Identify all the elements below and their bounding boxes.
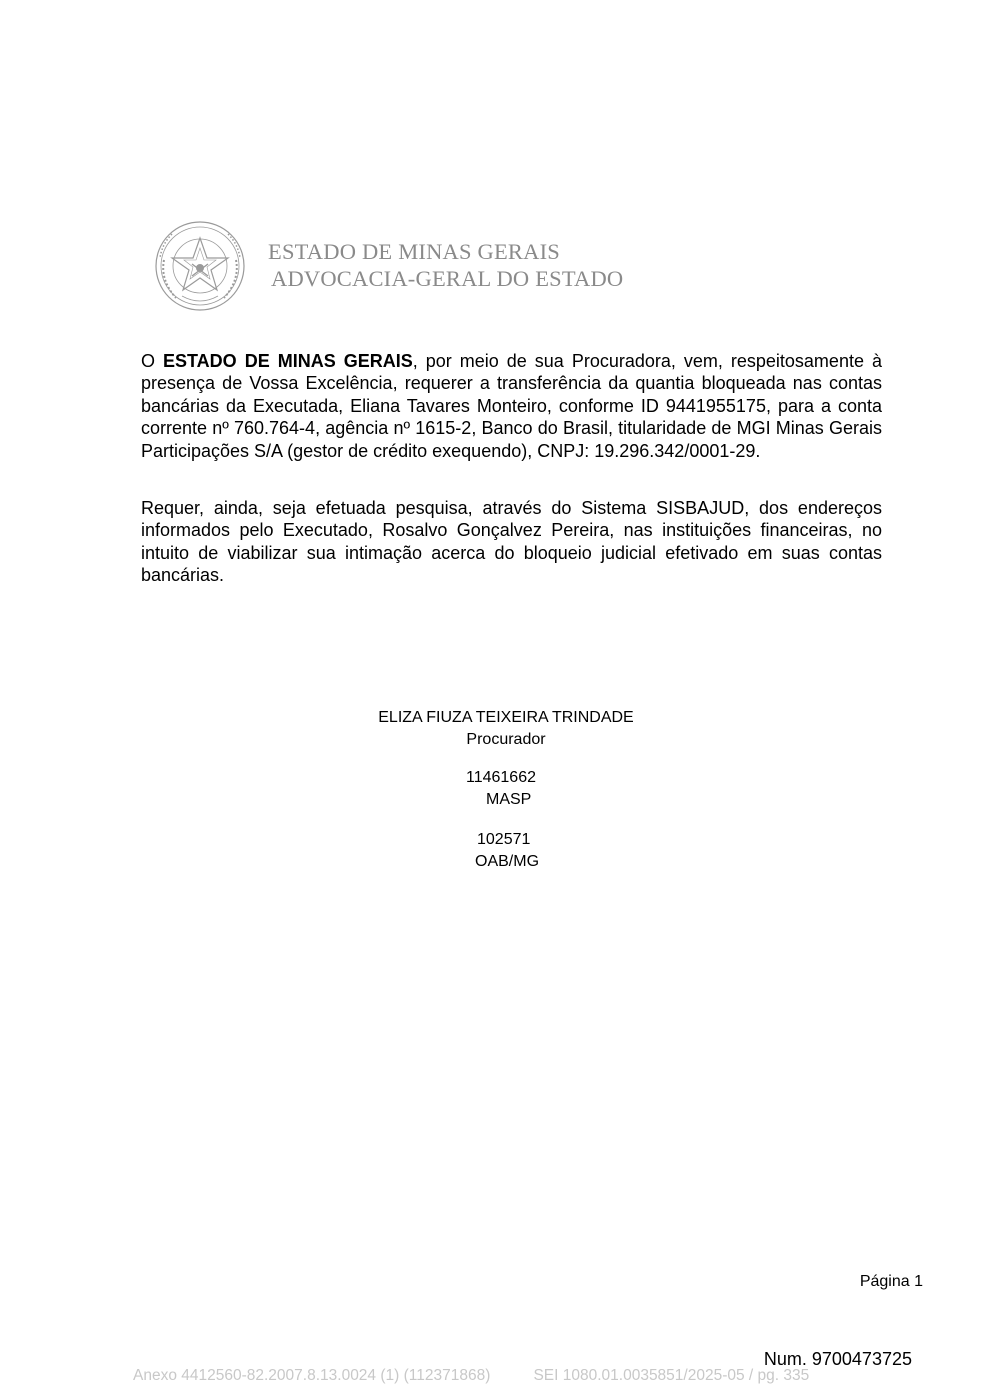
footer-annex-ref: Anexo 4412560-82.2007.8.13.0024 (1) (112371868) [133, 1367, 491, 1384]
header-agency-name: ADVOCACIA-GERAL DO ESTADO [271, 266, 624, 291]
paragraph-transfer-request [141, 350, 882, 462]
state-seal-logo [152, 220, 248, 312]
document-number: Num. 9700473725 [763, 1349, 912, 1369]
paragraph1-bold-entity: ESTADO DE MINAS GERAIS [163, 351, 413, 371]
oab-label: OAB/MG [475, 853, 540, 870]
signer-role: Procurador [466, 731, 546, 748]
footer-stamp [133, 1367, 809, 1385]
header-state-name: ESTADO DE MINAS GERAIS [268, 239, 560, 264]
masp-label: MASP [486, 791, 532, 808]
paragraph2-text: Requer, ainda, seja efetuada pesquisa, através do Sistema SISBAJUD, dos endereços informados pelo Executado, Rosalvo Gonçalvez Pereira, nas instituições financeiras, no intuito de viabilizar sua intimação acerca do bloqueio judicial efetivado em suas contas bancárias. [141, 498, 882, 586]
paragraph1-text: , por meio de sua Procuradora, vem, respeitosamente à presença de Vossa Excelência, requerer a transferência da quantia bloqueada nas contas bancárias da Executada, Eliana Tavares Monteiro, conforme ID 9441955175, para a conta corrente nº 760.764-4, agência nº 1615-2, Banco do Brasil, titularidade de MGI Minas Gerais Participações S/A (gestor de crédito exequendo), CNPJ: 19.296.342/0001-29. [141, 351, 882, 461]
page-number: Página 1 [859, 1273, 923, 1290]
masp-number: 11461662 [466, 769, 536, 786]
paragraph1-lead: O [141, 351, 164, 371]
paragraph-sisbajud-request [141, 497, 882, 587]
oab-number: 102571 [477, 831, 531, 848]
signer-name: ELIZA FIUZA TEIXEIRA TRINDADE [378, 709, 634, 726]
footer-sei-ref: SEI 1080.01.0035851/2025-05 / pg. 335 [533, 1367, 810, 1384]
agency-header [268, 238, 623, 292]
